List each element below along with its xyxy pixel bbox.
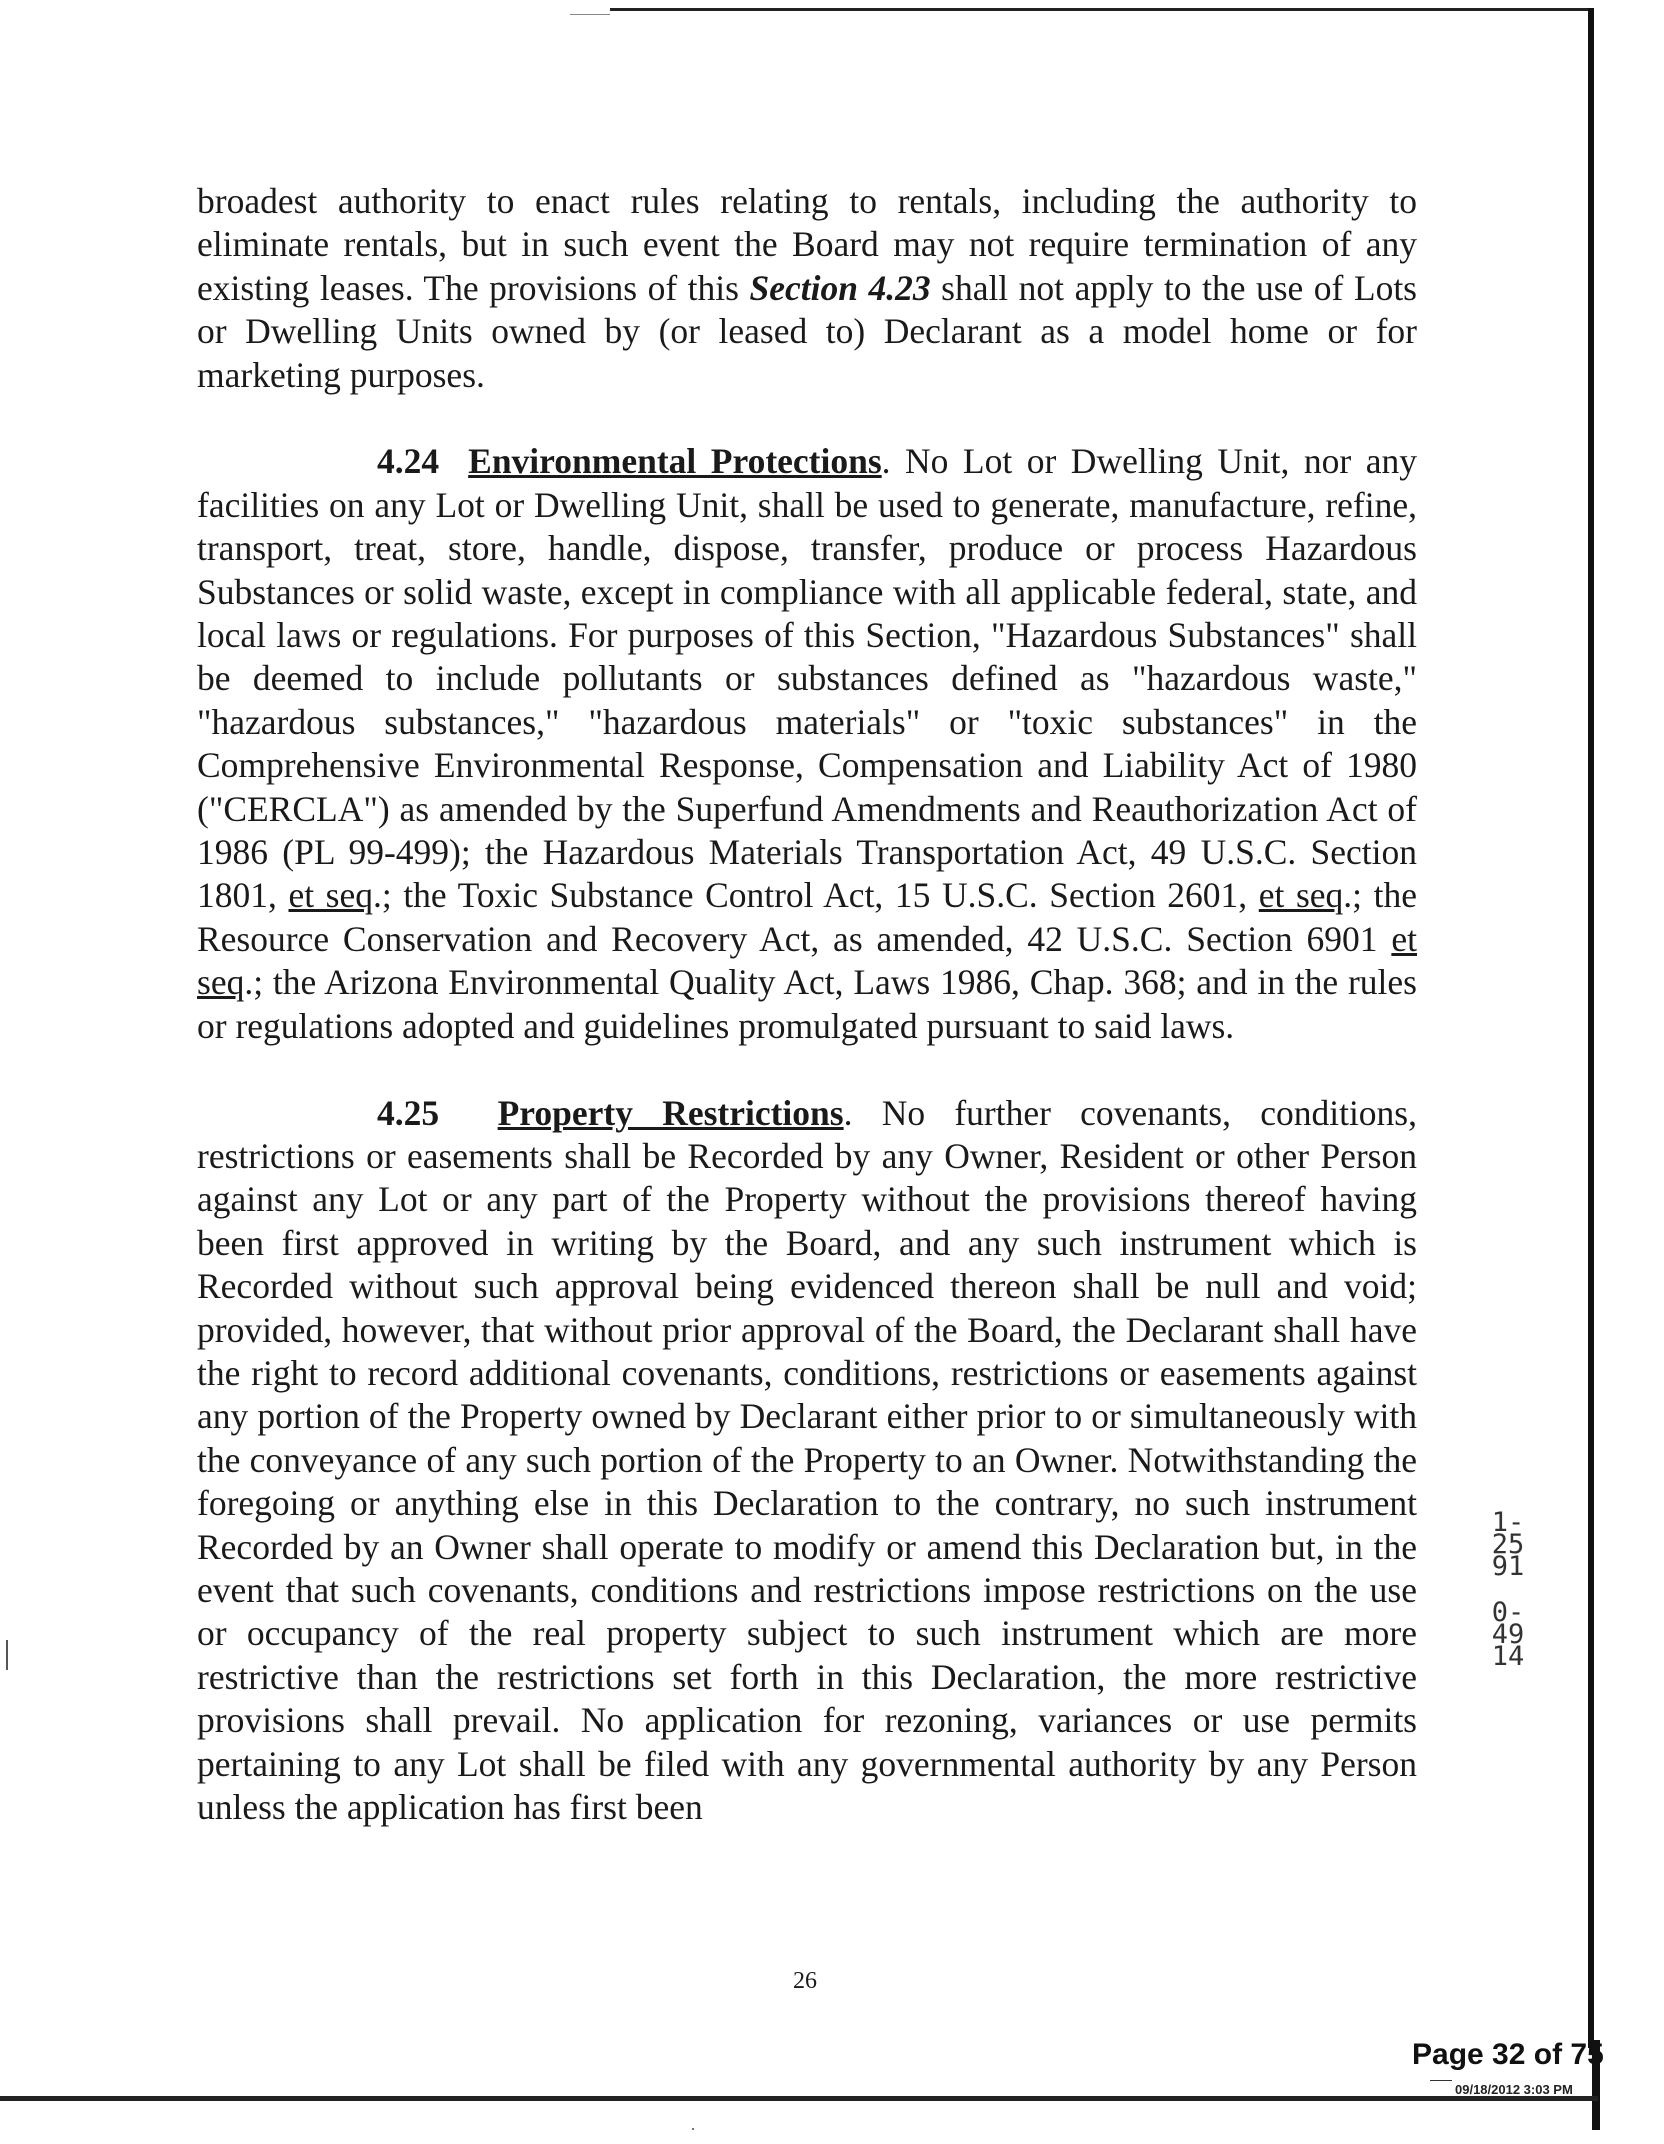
right-border-rule — [1588, 8, 1594, 2048]
et-seq: et seq — [197, 918, 1417, 1003]
page-number: 26 — [793, 1968, 817, 1994]
recording-stamp-part-2: 0-4914 — [1491, 1597, 1525, 1672]
recording-stamp — [1488, 1507, 1528, 1672]
section-title: Environmental Protections — [468, 441, 882, 482]
page-count-label: Page 32 of 75 — [1412, 2038, 1604, 2071]
section-4-24: 4.24 Environmental Protections. No Lot or Dwelling Unit, nor any facilities on any Lot or Dwelling Unit, shall be used to generate, manufacture, refine, transport, treat, store, handle, dispose, transfer, produce or process Hazardous Substances or solid waste, except in compliance with all applicable federal, state, and local laws or regulations. For purposes of this Section, "Hazardous Substances" shall be deemed to include pollutants or substances defined as "hazardous waste," "hazardous substances," "hazardous materials" or "toxic substances" in the Comprehensive Environmental Response, Compensation and Liability Act of 1980 ("CERCLA") as amended by the Superfund Amendments and Reauthorization Act of 1986 (PL 99-499); the Hazardous Materials Transportation Act, 49 U.S.C. Section 1801, et seq.; the Toxic Substance Control Act, 15 U.S.C. Section 2601, et seq.; the Resource Conservation and Recovery Act, as amended, 42 U.S.C. Section 6901 et seq.; the Arizona Environmental Quality Act, Laws 1986, Chap. 368; and in the rules or regulations adopted and guidelines promulgated pursuant to said laws. — [197, 441, 1418, 1046]
section-title: Property Restrictions — [497, 1092, 844, 1133]
section-4-25: 4.25 Property Restrictions. No further covenants, conditions, restrictions or easements shall be Recorded by any Owner, Resident or other Person against any Lot or any part of the Property without the provisions thereof having been first approved in writing by the Board, and any such instrument which is Recorded without such approval being evidenced thereon shall be null and void; provided, however, that without prior approval of the Board, the Declarant shall have the right to record additional covenants, conditions, restrictions or easements against any portion of the Property owned by Declarant either prior to or simultaneously with the conveyance of any such portion of the Property to an Owner. Notwithstanding the foregoing or anything else in this Declaration to the contrary, no such instrument Recorded by an Owner shall operate to modify or amend this Declaration but, in the event that such covenants, conditions and restrictions impose restrictions on the use or occupancy of the real property subject to such instrument which are more restrictive than the restrictions set forth in this Declaration, the more restrictive provisions shall prevail. No application for rezoning, variances or use permits pertaining to any Lot shall be filed with any governmental authority by any Person unless the application has first been — [197, 1092, 1417, 1827]
timestamp-rule — [1430, 2080, 1452, 2081]
section-reference: Section 4.23 — [749, 267, 931, 308]
top-rule-thin — [570, 14, 610, 15]
section-number: 4.25 — [377, 1092, 440, 1133]
document-body — [197, 180, 1417, 1829]
page-timestamp: 09/18/2012 3:03 PM — [1455, 2082, 1573, 2097]
paragraph-rentals-continued: broadest authority to enact rules relating to rentals, including the authority to eliminate rentals, but in such event the Board may not require termination of any existing leases. The provisions of this Section 4.23 shall not apply to the use of Lots or Dwelling Units owned by (or leased to) Declarant as a model home or for marketing purposes. — [197, 181, 1417, 395]
top-border-rule — [610, 8, 1590, 11]
scan-speck — [692, 2128, 694, 2130]
bottom-border-rule — [0, 2096, 1598, 2101]
section-number: 4.24 — [377, 441, 440, 482]
et-seq: et seq — [1258, 875, 1344, 916]
recording-stamp-part-1: 1-2591 — [1491, 1507, 1525, 1582]
et-seq: et seq — [288, 875, 373, 916]
left-margin-mark — [6, 1640, 8, 1670]
